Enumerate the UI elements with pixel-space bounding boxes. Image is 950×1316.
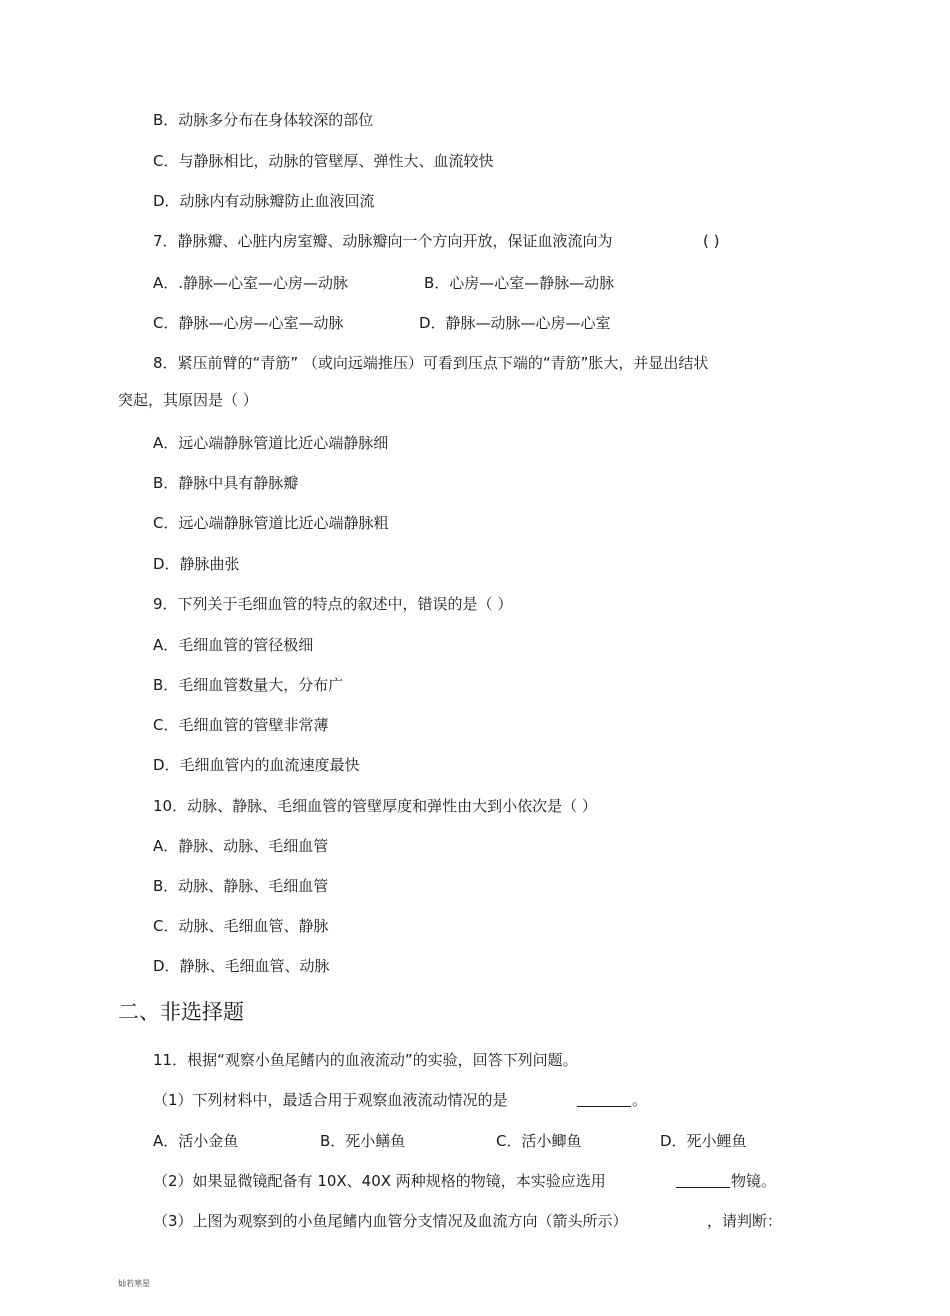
q11-part3: （3）上图为观察到的小鱼尾鳍内血管分支情况及血流方向（箭头所示） <box>153 1212 628 1230</box>
q10-option-a: A．静脉、动脉、毛细血管 <box>153 837 329 855</box>
q11-stem: 11．根据“观察小鱼尾鳍内的血液流动”的实验，回答下列问题。 <box>153 1051 578 1069</box>
q11-option-c: C．活小鲫鱼 <box>496 1132 582 1150</box>
q8-option-d: D．静脉曲张 <box>153 555 240 573</box>
q8-stem-line2: 突起，其原因是（ ） <box>118 391 258 409</box>
q10-option-c: C．动脉、毛细血管、静脉 <box>153 917 329 935</box>
q10-stem: 10．动脉、静脉、毛细血管的管壁厚度和弹性由大到小依次是（ ） <box>153 797 597 815</box>
q8-option-c: C．远心端静脉管道比近心端静脉粗 <box>153 514 389 532</box>
q11-part1-end: 。 <box>632 1091 648 1109</box>
q11-part1: （1）下列材料中，最适合用于观察血液流动情况的是 <box>153 1091 508 1109</box>
footer-text: 灿若寒星 <box>118 1279 150 1288</box>
q9-option-c: C．毛细血管的管壁非常薄 <box>153 716 329 734</box>
q9-option-d: D．毛细血管内的血流速度最快 <box>153 756 360 774</box>
section-title: 二、非选择题 <box>118 1000 244 1024</box>
q9-option-a: A．毛细血管的管径极细 <box>153 636 314 654</box>
q10-option-b: B．动脉、静脉、毛细血管 <box>153 877 329 895</box>
q8-option-a: A．远心端静脉管道比近心端静脉细 <box>153 434 389 452</box>
q9-option-b: B．毛细血管数量大，分布广 <box>153 676 344 694</box>
q7-option-b: B．心房—心室—静脉—动脉 <box>424 274 615 292</box>
q7-answer-paren: ( ) <box>703 232 720 250</box>
q9-stem: 9．下列关于毛细血管的特点的叙述中，错误的是（ ） <box>153 595 513 613</box>
q7-option-c: C．静脉—心房—心室—动脉 <box>153 314 344 332</box>
q10-option-d: D．静脉、毛细血管、动脉 <box>153 957 330 975</box>
q11-part2: （2）如果显微镜配备有 10X、40X 两种规格的物镜，本实验应选用 <box>153 1172 606 1190</box>
q11-part2-blank <box>676 1173 730 1188</box>
q8-option-b: B．静脉中具有静脉瓣 <box>153 474 299 492</box>
q6-option-c: C．与静脉相比，动脉的管壁厚、弹性大、血流较快 <box>153 152 494 170</box>
q6-option-b: B．动脉多分布在身体较深的部位 <box>153 111 374 129</box>
q7-option-a: A．.静脉—心室—心房—动脉 <box>153 274 349 292</box>
q11-part3-end: ，请判断： <box>707 1212 783 1230</box>
q11-option-a: A．活小金鱼 <box>153 1132 239 1150</box>
q11-option-b: B．死小鳝鱼 <box>320 1132 406 1150</box>
q7-option-d: D．静脉—动脉—心房—心室 <box>419 314 611 332</box>
q7-stem: 7．静脉瓣、心脏内房室瓣、动脉瓣向一个方向开放，保证血液流向为 <box>153 232 613 250</box>
q8-stem-line1: 8．紧压前臂的“青筋” （或向远端推压）可看到压点下端的“青筋”胀大，并显出结状 <box>153 354 709 372</box>
q6-option-d: D．动脉内有动脉瓣防止血液回流 <box>153 192 375 210</box>
q11-part2-end: 物镜。 <box>731 1172 777 1190</box>
q11-part1-blank <box>577 1092 631 1107</box>
q11-option-d: D．死小鲤鱼 <box>660 1132 747 1150</box>
